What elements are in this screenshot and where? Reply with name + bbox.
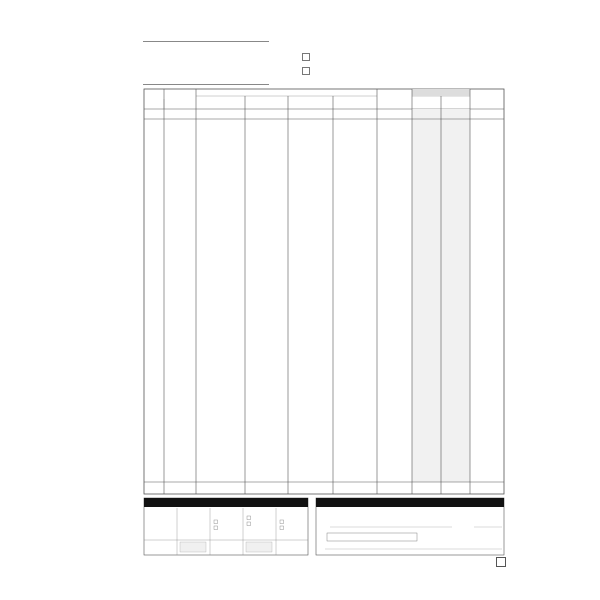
iva-periodo-box[interactable] [246,542,272,552]
versamento-iva-title-bar [316,498,504,507]
iva-acquisti-box[interactable] [180,542,206,552]
fatture-header-shade [412,89,470,96]
page-number-box [496,557,506,567]
calcolo-iva-title-bar [144,498,308,507]
versamento-amount-box[interactable] [327,533,417,541]
calcolo-checkboxes[interactable] [214,516,284,530]
calcolo-dividers [144,508,308,555]
